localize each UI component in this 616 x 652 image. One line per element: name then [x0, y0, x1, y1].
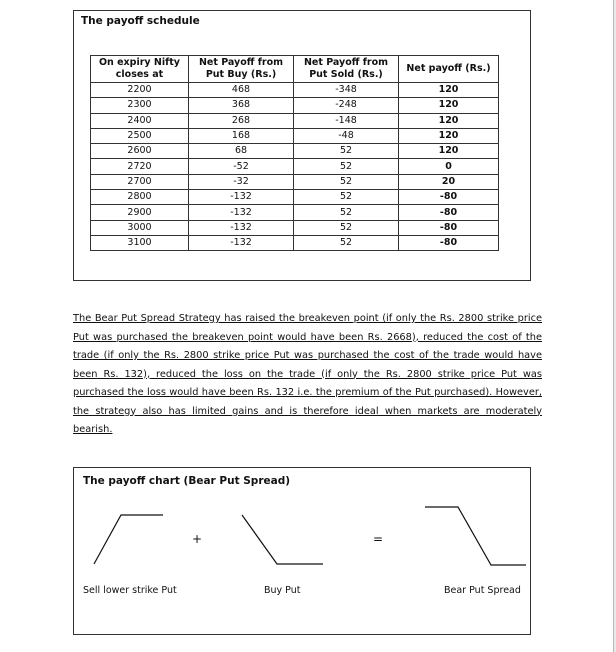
caption-bear-put-spread: Bear Put Spread: [444, 585, 521, 596]
cell-put-sold: 52: [294, 144, 399, 159]
header-net-payoff: Net payoff (Rs.): [399, 56, 499, 83]
cell-put-buy: -132: [189, 235, 294, 250]
payoff-diagrams: [74, 468, 530, 634]
cell-nifty-close: 2500: [91, 128, 189, 143]
table-row: [91, 144, 499, 159]
sell-lower-strike-put-line: [94, 515, 163, 564]
cell-put-buy: -52: [189, 159, 294, 174]
cell-net-payoff: 0: [399, 159, 499, 174]
cell-put-sold: -248: [294, 98, 399, 113]
cell-put-sold: -48: [294, 128, 399, 143]
cell-put-sold: -348: [294, 83, 399, 98]
table-row: [91, 174, 499, 189]
cell-put-buy: 68: [189, 144, 294, 159]
caption-sell-lower-strike-put: Sell lower strike Put: [83, 585, 177, 596]
cell-put-sold: 52: [294, 235, 399, 250]
cell-put-buy: 168: [189, 128, 294, 143]
cell-net-payoff: -80: [399, 190, 499, 205]
cell-nifty-close: 2900: [91, 205, 189, 220]
header-put-buy: Net Payoff from Put Buy (Rs.): [189, 56, 294, 83]
cell-nifty-close: 2200: [91, 83, 189, 98]
cell-put-buy: -132: [189, 220, 294, 235]
explanation-paragraph: The Bear Put Spread Strategy has raised the breakeven point (if only the Rs. 2800 strike price Put was purchased the breakeven point would have been Rs. 2668), reduced the cost of the trade (if only the Rs. 2800 strike price Put was purchased the cost of the trade would have been Rs. 132), reduced the loss on the trade (if only the Rs. 2800 strike price Put was purchased the loss would have been Rs. 132 i.e. the premium of the Put purchased). However, the strategy also has limited gains and is therefore ideal when markets are moderately bearish.: [73, 313, 542, 435]
cell-nifty-close: 2400: [91, 113, 189, 128]
cell-net-payoff: 120: [399, 128, 499, 143]
cell-nifty-close: 3000: [91, 220, 189, 235]
cell-net-payoff: -80: [399, 220, 499, 235]
header-nifty-close: On expiry Nifty closes at: [91, 56, 189, 83]
cell-nifty-close: 2800: [91, 190, 189, 205]
cell-net-payoff: 120: [399, 144, 499, 159]
cell-net-payoff: 120: [399, 98, 499, 113]
cell-net-payoff: 120: [399, 83, 499, 98]
buy-put-line: [242, 515, 323, 564]
table-row: [91, 128, 499, 143]
cell-nifty-close: 2300: [91, 98, 189, 113]
cell-nifty-close: 2720: [91, 159, 189, 174]
cell-put-buy: 468: [189, 83, 294, 98]
cell-put-buy: -132: [189, 190, 294, 205]
payoff-chart-title: The payoff chart (Bear Put Spread): [83, 475, 291, 487]
cell-put-buy: 268: [189, 113, 294, 128]
cell-put-sold: -148: [294, 113, 399, 128]
table-row: [91, 113, 499, 128]
cell-nifty-close: 3100: [91, 235, 189, 250]
table-row: [91, 159, 499, 174]
cell-net-payoff: 20: [399, 174, 499, 189]
payoff-schedule-box: [73, 10, 531, 281]
cell-net-payoff: -80: [399, 205, 499, 220]
header-put-sold: Net Payoff from Put Sold (Rs.): [294, 56, 399, 83]
cell-put-sold: 52: [294, 190, 399, 205]
table-row: [91, 235, 499, 250]
plus-sign: +: [192, 532, 203, 546]
table-row: [91, 190, 499, 205]
payoff-chart-box: [73, 467, 531, 635]
cell-put-sold: 52: [294, 205, 399, 220]
table-row: [91, 83, 499, 98]
payoff-table: [90, 55, 499, 251]
bear-put-spread-line: [425, 507, 526, 565]
cell-nifty-close: 2600: [91, 144, 189, 159]
table-row: [91, 98, 499, 113]
cell-nifty-close: 2700: [91, 174, 189, 189]
payoff-schedule-title: The payoff schedule: [81, 15, 200, 27]
table-row: [91, 205, 499, 220]
table-row: [91, 220, 499, 235]
cell-put-sold: 52: [294, 174, 399, 189]
cell-put-sold: 52: [294, 220, 399, 235]
cell-net-payoff: 120: [399, 113, 499, 128]
cell-put-buy: -132: [189, 205, 294, 220]
cell-put-buy: 368: [189, 98, 294, 113]
cell-put-sold: 52: [294, 159, 399, 174]
cell-put-buy: -32: [189, 174, 294, 189]
table-header-row: [91, 56, 499, 83]
equals-sign: =: [373, 532, 384, 546]
caption-buy-put: Buy Put: [264, 585, 301, 596]
cell-net-payoff: -80: [399, 235, 499, 250]
